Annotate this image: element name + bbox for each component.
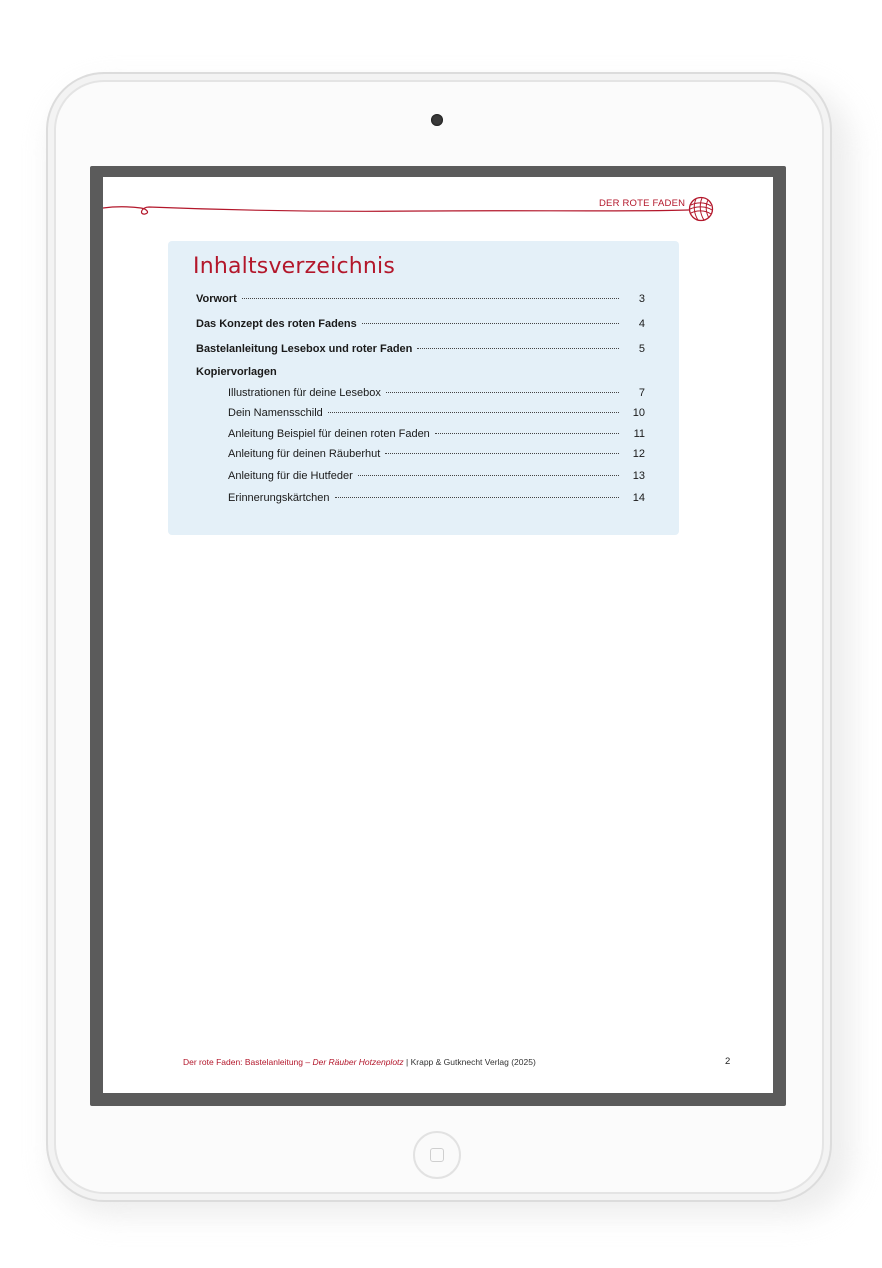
toc-entry-label: Vorwort <box>196 293 237 305</box>
toc-entry-label: Anleitung für deinen Räuberhut <box>228 448 381 460</box>
page-footer <box>183 1057 536 1067</box>
toc-entry-label: Anleitung Beispiel für deinen roten Faden <box>228 428 430 440</box>
toc-leader-dots <box>362 323 619 324</box>
home-button-icon <box>430 1148 444 1162</box>
toc-sub-entry[interactable] <box>228 427 645 441</box>
footer-book-title: Der Räuber Hotzenplotz <box>312 1057 404 1067</box>
toc-entry-label: Bastelanleitung Lesebox und roter Faden <box>196 343 413 355</box>
toc-leader-dots <box>417 348 619 349</box>
toc-entry-page: 12 <box>632 448 645 460</box>
toc-entry-label: Illustrationen für deine Lesebox <box>228 387 381 399</box>
toc-title: Inhaltsverzeichnis <box>193 254 396 279</box>
home-button[interactable] <box>413 1131 461 1179</box>
toc-entry-page: 14 <box>632 492 645 504</box>
footer-publisher: | Krapp & Gutknecht Verlag (2025) <box>403 1057 536 1067</box>
camera-icon <box>431 114 443 126</box>
toc-entry-page: 7 <box>638 387 645 399</box>
toc-sub-entry[interactable] <box>228 469 645 483</box>
toc-entry[interactable] <box>196 317 645 331</box>
toc-sub-entry[interactable] <box>228 386 645 400</box>
toc-entry-page: 13 <box>632 470 645 482</box>
toc-entry-page: 5 <box>638 343 645 355</box>
toc-entry[interactable] <box>196 342 645 356</box>
toc-entry-page: 11 <box>633 428 645 440</box>
header-brand: DER ROTE FADEN <box>599 198 686 209</box>
toc-entry-page: 4 <box>638 318 645 330</box>
toc-leader-dots <box>328 412 619 413</box>
toc-entry-label: Anleitung für die Hutfeder <box>228 470 353 482</box>
toc-entry[interactable] <box>196 292 645 306</box>
toc-leader-dots <box>435 433 619 434</box>
toc-entry-label: Dein Namensschild <box>228 407 323 419</box>
toc-leader-dots <box>242 298 619 299</box>
toc-entry-page: 10 <box>632 407 645 419</box>
toc-leader-dots <box>385 453 619 454</box>
toc-entry-label: Erinnerungskärtchen <box>228 492 330 504</box>
toc-entry-label: Das Konzept des roten Fadens <box>196 318 357 330</box>
toc-sub-entry[interactable] <box>228 406 645 420</box>
document-page <box>103 177 773 1093</box>
table-of-contents <box>168 241 679 535</box>
toc-section-heading: Kopiervorlagen <box>196 366 277 378</box>
footer-series: Der rote Faden: Bastelanleitung – <box>183 1057 313 1067</box>
toc-sub-entry[interactable] <box>228 447 645 461</box>
toc-leader-dots <box>386 392 619 393</box>
toc-sub-entry[interactable] <box>228 491 645 505</box>
toc-entry-page: 3 <box>638 293 645 305</box>
footer-page-number: 2 <box>725 1056 731 1067</box>
toc-leader-dots <box>358 475 619 476</box>
toc-leader-dots <box>335 497 619 498</box>
yarn-ball-icon <box>687 196 715 222</box>
